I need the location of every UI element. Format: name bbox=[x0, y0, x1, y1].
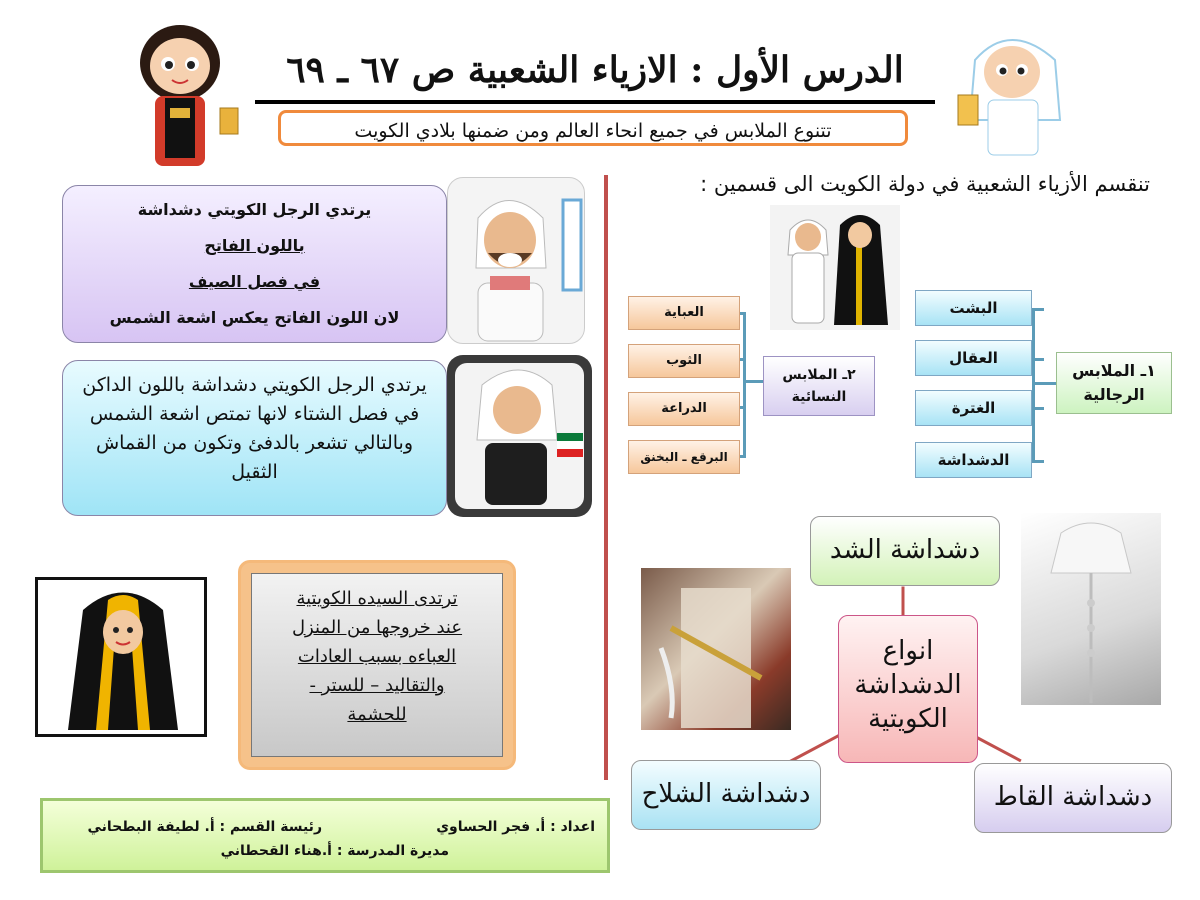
woman-line-4: والتقاليد – للستر - bbox=[309, 675, 445, 696]
credit-prepared: اعداد : أ. فجر الحساوي bbox=[436, 819, 595, 835]
type-shad-box: دشداشة الشد bbox=[810, 516, 1000, 586]
credits-box bbox=[40, 798, 610, 873]
vertical-divider bbox=[604, 175, 608, 780]
connector-top bbox=[902, 587, 905, 617]
page-subtitle: تتنوع الملابس في جميع انحاء العالم ومن ضمنها بلادي الكويت bbox=[278, 110, 908, 146]
connector-left bbox=[789, 732, 843, 763]
women-item-abaya: العباية bbox=[628, 296, 740, 330]
couple-illustration bbox=[770, 205, 900, 330]
women-clothing-label: ٢ـ الملابس النسائية bbox=[763, 356, 875, 416]
page-title: الدرس الأول : الازياء الشعبية ص ٦٧ ـ ٦٩ bbox=[255, 40, 935, 104]
men-item-bisht: البشت bbox=[915, 290, 1032, 326]
summer-dishdasha-box bbox=[62, 185, 447, 343]
connector-right bbox=[974, 735, 1021, 762]
summer-line-4: لان اللون الفاتح يعكس اشعة الشمس bbox=[109, 308, 400, 327]
men-clothing-label: ١ـ الملابس الرجالية bbox=[1056, 352, 1172, 414]
types-center-box: انواع الدشداشة الكويتية bbox=[838, 615, 978, 763]
woman-abaya-image bbox=[35, 577, 207, 737]
split-heading: تنقسم الأزياء الشعبية في دولة الكويت الى قسمين : bbox=[700, 172, 1150, 196]
woman-abaya-text bbox=[251, 573, 503, 757]
summer-line-1: يرتدي الرجل الكويتي دشداشة bbox=[137, 200, 372, 219]
winter-dishdasha-box bbox=[62, 360, 447, 516]
man-pointing-image bbox=[447, 177, 585, 344]
credit-head: رئيسة القسم : أ. لطيفة البطحاني bbox=[87, 819, 322, 835]
type-shallah-box: دشداشة الشلاح bbox=[631, 760, 821, 830]
dishdasha-collar-photo bbox=[1021, 513, 1161, 705]
woman-line-5: للحشمة bbox=[347, 704, 407, 725]
woman-line-1: ترتدى السيده الكويتية bbox=[296, 588, 458, 609]
women-item-thoub: الثوب bbox=[628, 344, 740, 378]
boy-illustration bbox=[950, 20, 1080, 160]
type-qat-box: دشداشة القاط bbox=[974, 763, 1172, 833]
women-item-burqa: البرقع ـ البخنق bbox=[628, 440, 740, 474]
winter-text: يرتدي الرجل الكويتي دشداشة باللون الداكن في فصل الشتاء لانها تمتص اشعة الشمس وبالتالي تشعر بالدفئ وتكون من القماش الثقيل bbox=[82, 374, 427, 483]
girl-illustration bbox=[120, 18, 250, 168]
women-item-daraa: الدراعة bbox=[628, 392, 740, 426]
woman-abaya-box bbox=[238, 560, 516, 770]
credit-principal: مديرة المدرسة : أ.هناء القحطاني bbox=[220, 843, 449, 859]
men-item-dishdasha: الدشداشة bbox=[915, 442, 1032, 478]
men-item-ghutra: الغترة bbox=[915, 390, 1032, 426]
men-item-iqal: العقال bbox=[915, 340, 1032, 376]
summer-line-3: في فصل الصيف bbox=[188, 272, 321, 291]
sword-dance-photo bbox=[641, 568, 791, 730]
woman-line-3: العباءه بسبب العادات bbox=[297, 646, 457, 667]
woman-line-2: عند خروجها من المنزل bbox=[291, 617, 463, 638]
man-dark-dishdasha-image bbox=[447, 355, 592, 517]
summer-line-2: باللون الفاتح bbox=[204, 236, 305, 255]
